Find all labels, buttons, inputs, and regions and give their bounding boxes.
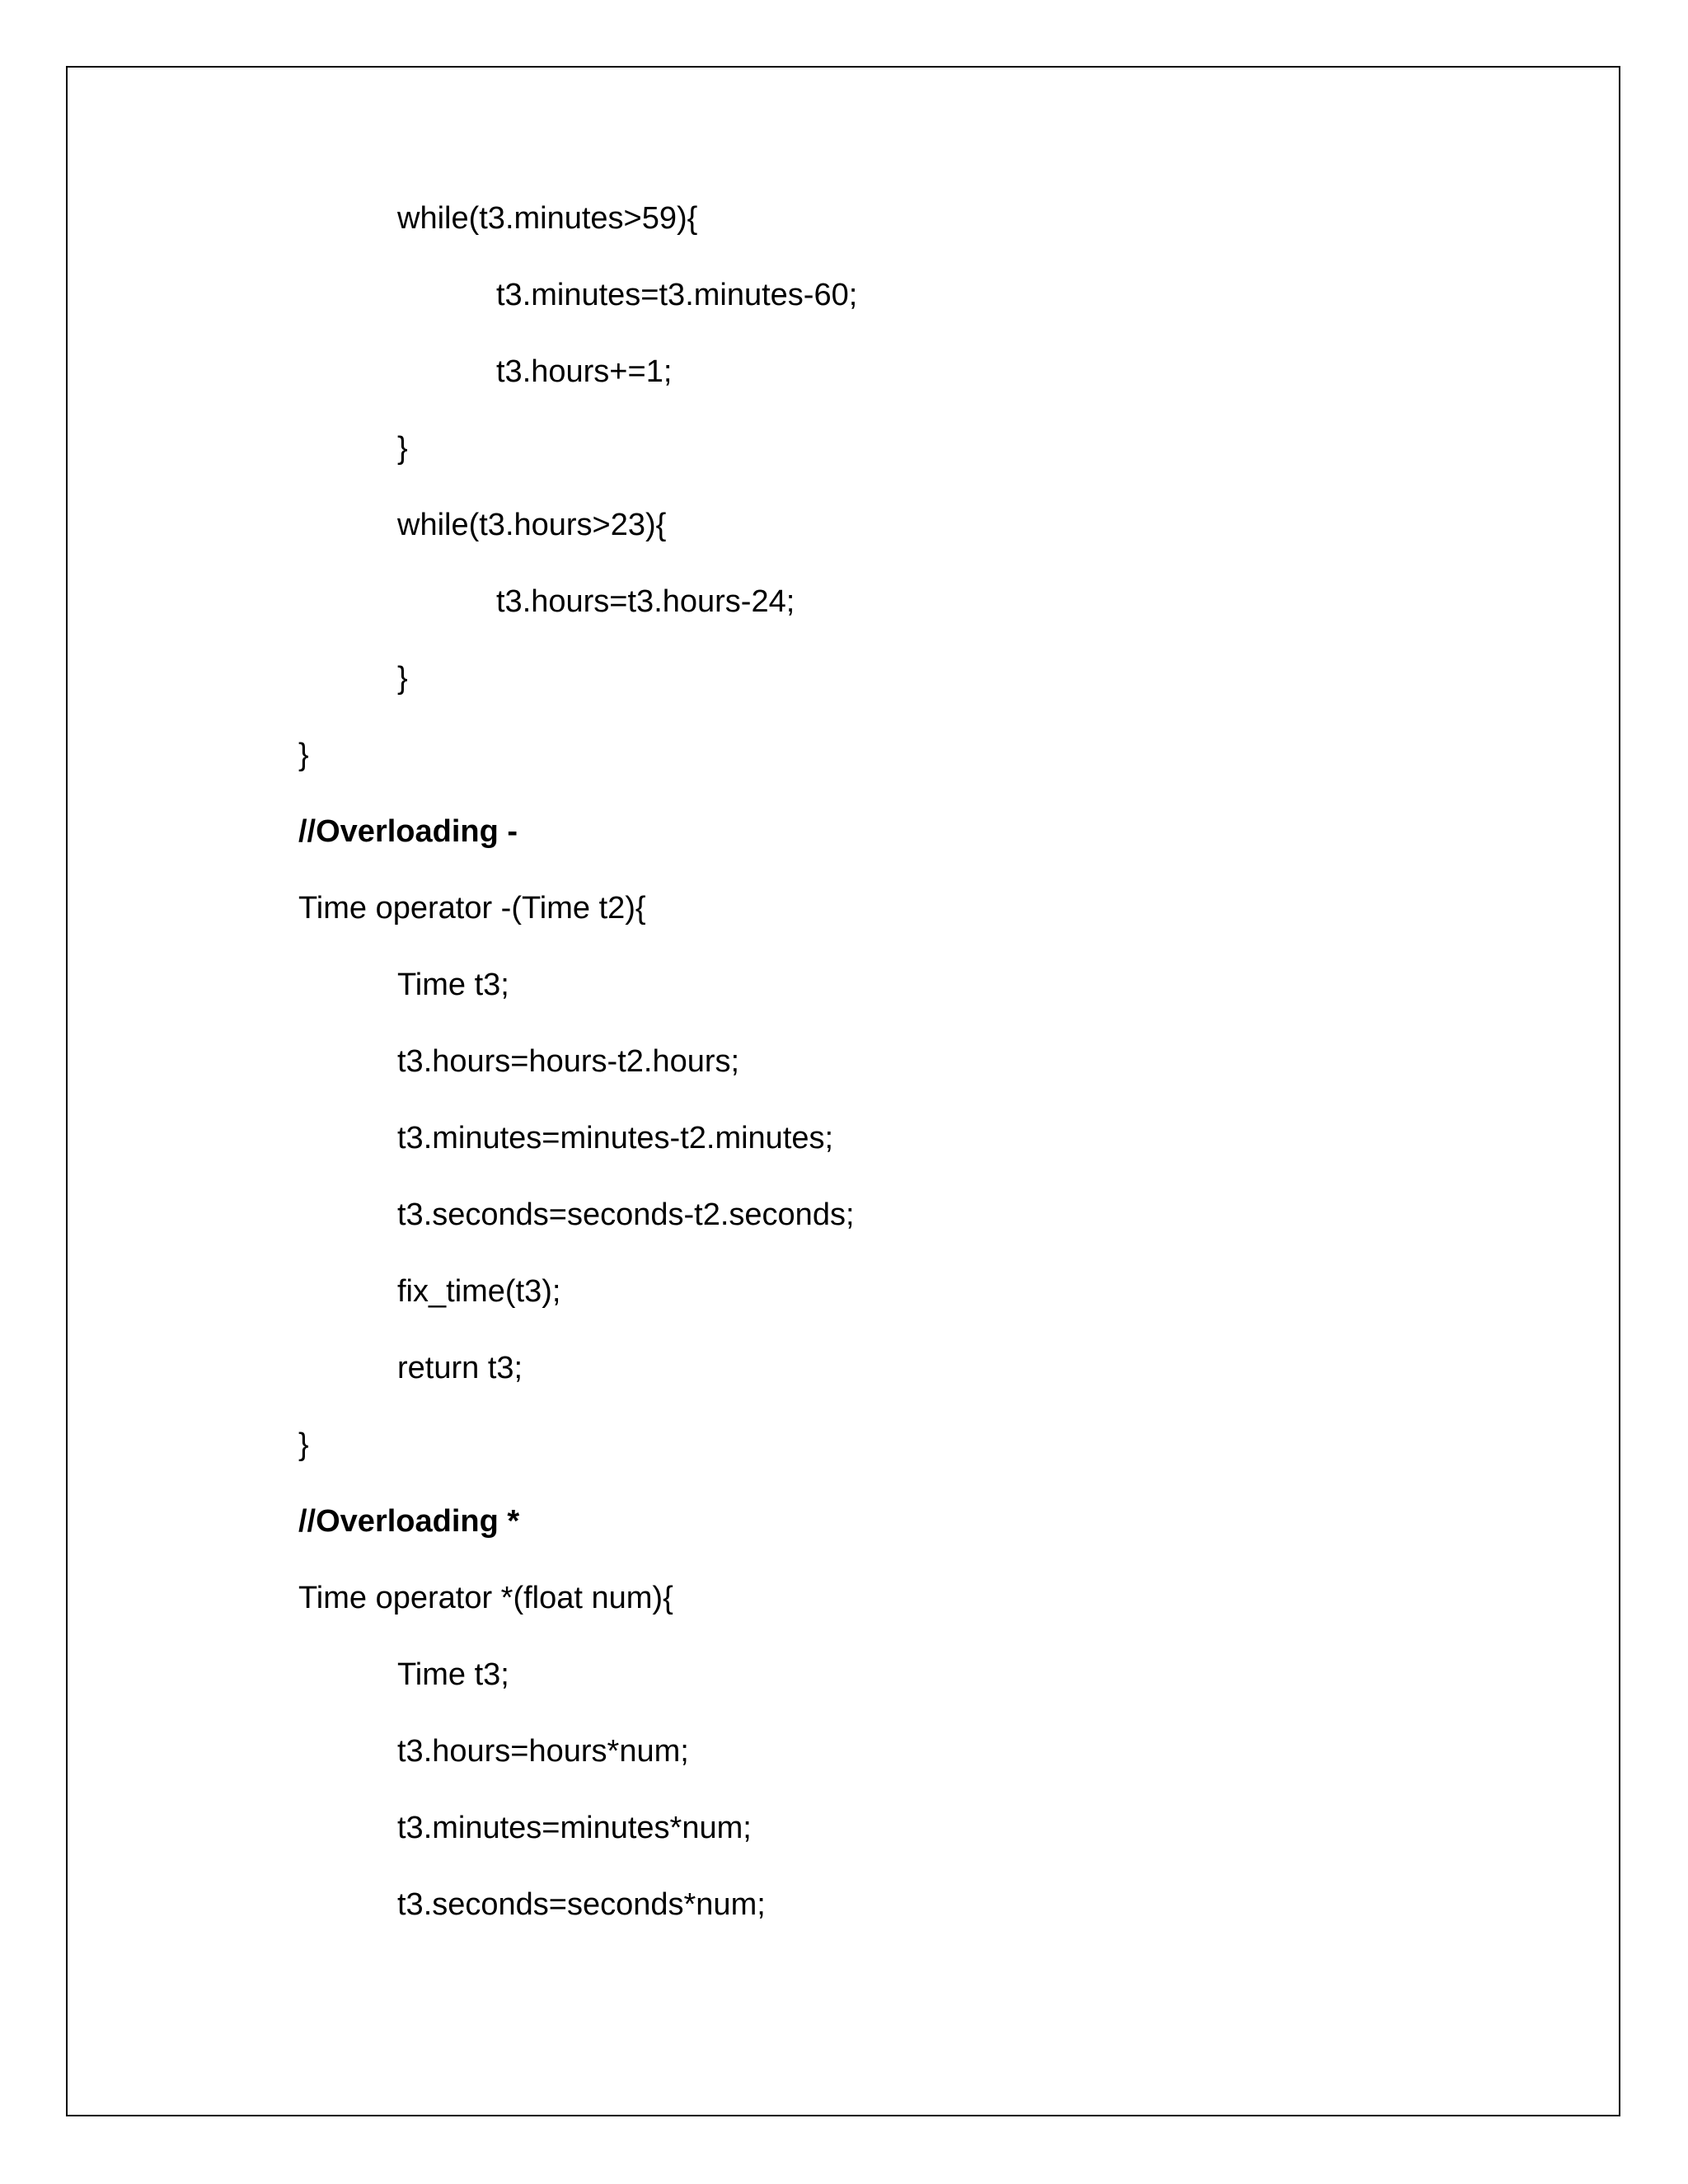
code-line: Time operator *(float num){	[298, 1581, 673, 1615]
code-line: t3.minutes=minutes*num;	[397, 1811, 752, 1845]
code-line: }	[298, 1427, 309, 1462]
code-line: t3.hours+=1;	[496, 354, 673, 389]
section-comment: //Overloading -	[298, 814, 518, 849]
code-line: while(t3.hours>23){	[397, 508, 667, 542]
code-line: t3.minutes=minutes-t2.minutes;	[397, 1121, 834, 1155]
section-comment: //Overloading *	[298, 1504, 520, 1539]
code-line: t3.hours=hours-t2.hours;	[397, 1044, 740, 1079]
code-line: t3.minutes=t3.minutes-60;	[496, 278, 858, 312]
code-line: Time t3;	[397, 968, 509, 1002]
code-line: }	[397, 661, 408, 696]
code-line: Time operator -(Time t2){	[298, 891, 646, 926]
code-line: fix_time(t3);	[397, 1274, 561, 1309]
code-line: while(t3.minutes>59){	[397, 201, 698, 236]
code-line: Time t3;	[397, 1657, 509, 1692]
code-line: }	[397, 431, 408, 466]
code-line: t3.hours=hours*num;	[397, 1734, 689, 1769]
code-line: }	[298, 738, 309, 772]
code-line: t3.seconds=seconds-t2.seconds;	[397, 1197, 855, 1232]
code-line: t3.hours=t3.hours-24;	[496, 584, 795, 619]
code-line: return t3;	[397, 1351, 523, 1385]
code-line: t3.seconds=seconds*num;	[397, 1887, 766, 1922]
